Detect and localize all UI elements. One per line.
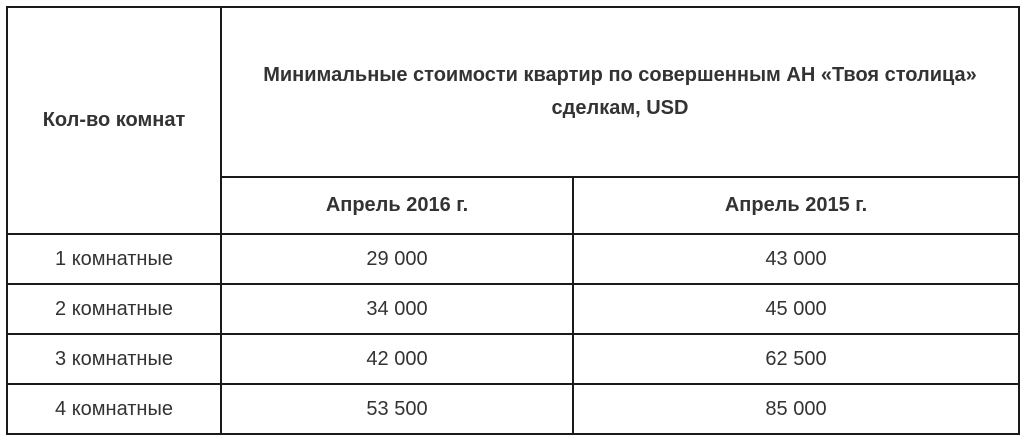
price-2015-cell: 43 000 xyxy=(573,234,1019,284)
price-2016-cell: 34 000 xyxy=(221,284,573,334)
rooms-cell: 4 комнатные xyxy=(7,384,221,434)
rooms-cell: 1 комнатные xyxy=(7,234,221,284)
rooms-column-header: Кол-во комнат xyxy=(7,7,221,234)
price-2015-cell: 62 500 xyxy=(573,334,1019,384)
rooms-cell: 2 комнатные xyxy=(7,284,221,334)
table-title: Минимальные стоимости квартир по совершенным АН «Твоя столица» сделкам, USD xyxy=(221,7,1019,177)
table-header-row xyxy=(7,7,1019,177)
price-2016-cell: 53 500 xyxy=(221,384,573,434)
price-2016-cell: 29 000 xyxy=(221,234,573,284)
price-2015-cell: 85 000 xyxy=(573,384,1019,434)
price-table xyxy=(6,6,1020,435)
table-row xyxy=(7,334,1019,384)
column-header-april-2015: Апрель 2015 г. xyxy=(573,177,1019,234)
column-header-april-2016: Апрель 2016 г. xyxy=(221,177,573,234)
table-row xyxy=(7,384,1019,434)
rooms-cell: 3 комнатные xyxy=(7,334,221,384)
price-2016-cell: 42 000 xyxy=(221,334,573,384)
price-2015-cell: 45 000 xyxy=(573,284,1019,334)
table-row xyxy=(7,234,1019,284)
table-row xyxy=(7,284,1019,334)
